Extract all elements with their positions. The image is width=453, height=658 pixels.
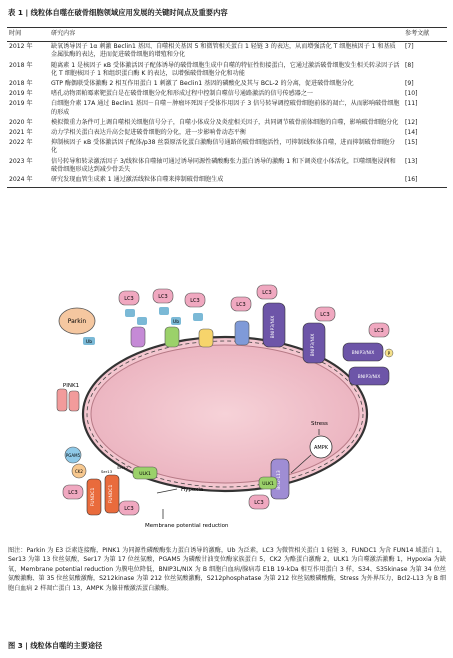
- table-header-row: [7, 28, 447, 42]
- membrane-protein: [165, 327, 179, 347]
- row-ref: [8]: [405, 61, 414, 69]
- row-year: 2018 年: [9, 80, 33, 88]
- row-year: 2018 年: [9, 61, 33, 69]
- row-ref: [7]: [405, 43, 414, 51]
- ub-tag: [125, 309, 135, 317]
- table-row: [7, 79, 447, 89]
- pink1-label: PINK1: [62, 383, 80, 389]
- row-ref: [11]: [405, 100, 418, 108]
- lc3-label: LC3: [374, 328, 384, 334]
- table-row: [7, 99, 447, 117]
- row-content: 研究发现血管生成素 1 通过激活线粒体自噬来抑制破骨细胞生成: [49, 175, 403, 188]
- ser17-label: Ser17: [117, 465, 129, 470]
- ampk-label: AMPK: [313, 445, 329, 451]
- pink1-protein: [57, 389, 67, 411]
- membrane-label: Membrane potential reduction: [145, 523, 229, 529]
- lc3-label: LC3: [190, 298, 200, 304]
- ck2-label: CK2: [75, 469, 83, 474]
- row-ref: [10]: [405, 90, 418, 98]
- membrane-protein: [131, 327, 145, 347]
- row-ref: [12]: [405, 118, 418, 126]
- table-row: [7, 138, 447, 156]
- table-row: [7, 42, 447, 61]
- table-row: [7, 118, 447, 128]
- row-ref: [15]: [405, 139, 418, 147]
- ub-label: Ub: [172, 320, 180, 325]
- bcl2l13-label: Bcl2-L13: [277, 470, 282, 490]
- row-content: 动力学相关蛋白表达升高会促进破骨细胞的分化，进一步影响骨动态平衡: [51, 129, 246, 137]
- hypoxia-group: [145, 487, 229, 529]
- row-year: 2019 年: [9, 100, 33, 108]
- hypoxia-label: Hypoxia: [181, 487, 204, 493]
- bnip3-label: BNIP3/NIX: [351, 351, 375, 356]
- fundc1-label: FUNDC1: [109, 484, 114, 504]
- mitophagy-pathway-figure: [53, 283, 405, 535]
- parkin-complex: [59, 308, 95, 345]
- row-ref: [16]: [403, 175, 447, 188]
- row-content: 模拟微重力条件可上调自噬相关细胞信号分子，自噬小体成分及炎症相关因子，共同调节破骨前体细胞的自噬，影响破骨细胞分化: [51, 118, 399, 126]
- bnip3-label: BNIP3/NIX: [357, 375, 381, 380]
- lc3-label: LC3: [158, 294, 168, 300]
- table-caption: 表 1 | 线粒体自噬在破骨细胞领域应用发展的关键时间点及重要内容: [8, 8, 228, 17]
- parkin-label: Parkin: [67, 318, 87, 325]
- row-content: 嗜孔动物雷帕霉素靶蛋白是在破骨细胞分化和形成过程中控制自噬信号通路激活的信号传感器之一: [51, 90, 314, 98]
- bnip3-label: BNIP3/NIX: [311, 333, 316, 357]
- row-year: 2021 年: [9, 129, 33, 137]
- row-year: 2019 年: [9, 90, 33, 98]
- bnip3-nix-right: [343, 323, 393, 385]
- row-content: 白细胞介素 17A 通过 Beclin1 基因－自噬－肿瘤坏死因子受体作用因子 3 信号转导调控破骨细胞前体的凋亡，从而影响破骨细胞的形成: [51, 100, 400, 116]
- row-ref: [13]: [405, 157, 418, 165]
- row-year: 2023 年: [9, 157, 33, 165]
- mitophagy-diagram: [53, 283, 405, 535]
- lc3-label: LC3: [124, 296, 134, 302]
- ubiquitin-chain: [125, 307, 203, 325]
- table-row: [7, 128, 447, 138]
- stress-label: Stress: [311, 421, 328, 427]
- row-content: 抑制核因子 κB 受体激活因子配体/p38 丝裂原活化蛋白激酶信号通路的破骨细胞活性，可抑制线粒体自噬，进而抑制破骨细胞分化: [51, 139, 396, 155]
- row-content: 缺氧诱导因子 1α 刺激 Beclin1 基因、自噬相关基因 5 和微管相关蛋白 1 轻链 3 的表达，从而增强活化 T 细胞核因子 1 和基质金属肽酶的表达，进而促进破骨细胞的增殖和分化: [51, 43, 396, 59]
- header-time: 时间: [7, 28, 49, 42]
- timeline-table: [7, 27, 447, 188]
- fundc1-label: FUNDC1: [91, 487, 96, 507]
- membrane-protein: [199, 329, 213, 347]
- ulk1-label: ULK1: [139, 472, 151, 477]
- lc3-label: LC3: [124, 506, 134, 512]
- row-year: 2022 年: [9, 139, 33, 147]
- header-content: 研究内容: [49, 28, 403, 42]
- table-row: [7, 61, 447, 79]
- lc3-top-group: [119, 289, 251, 311]
- lc3-label: LC3: [68, 490, 78, 496]
- ulk1-label: ULK1: [262, 482, 274, 487]
- membrane-protein: [235, 321, 249, 345]
- figure-caption: 图 3 | 线粒体自噬的主要途径: [8, 641, 103, 650]
- ser13-label: Ser13: [101, 469, 113, 474]
- row-year: 2020 年: [9, 118, 33, 126]
- row-content: 信号转导和转录激活因子 3/线粒体自噬轴可通过诱导同源性磷酸酶张力蛋白诱导的激酶 1 和下调炎症小体活化，巨噬细胞浸润和破骨细胞形成达到减少骨丢失: [51, 157, 396, 173]
- ub-tag: [193, 313, 203, 321]
- lc3-label: LC3: [262, 290, 272, 296]
- header-ref: 参考文献: [403, 28, 447, 42]
- table-row: [7, 157, 447, 175]
- pink1-group: [57, 383, 79, 411]
- pink1-protein: [69, 391, 79, 411]
- phospho-label: P: [387, 351, 391, 356]
- figure-legend: 图注：Parkin 为 E3 泛素连接酶，PINK1 为同源性磷酸酶张力蛋白诱导的激酶，Ub 为泛素，LC3 为微管相关蛋白 1 轻链 3，FUNDC1 为含 FUN14 域蛋白 1，Ser13 为第 13 位丝氨酸，Ser17 为第 17 位丝氨酸，PGAM5 为磷酸甘油变位酶家族蛋白 5，CK2 为酪蛋白激酶 2，ULK1 为自噬激活激酶 1，Hypoxia 为缺氧，Membrane potential reduction 为膜电位降低，BNIP3L/NIX 为 B 细胞白血病/腺病毒 E1B 19-kDa 相互作用蛋白 3 样，S34、S35kinase 为第 34 位丝氨酸激酶、第 35 位丝氨酸激酶，S212kinase 为第 212 位丝氨酸激酶，S212phosphatase 为第 212 位丝氨酸磷酸酶，Stress 为外界压力，Bcl2-L13 为 B 细胞白血病 2 样凋亡蛋白 13，AMPK 为腺苷酸激活蛋白激酶。: [8, 547, 446, 592]
- row-ref: [14]: [405, 129, 418, 137]
- ub-label: Ub: [85, 340, 93, 345]
- bnip3-label: BNIP3/NIX: [271, 315, 276, 339]
- lc3-label: LC3: [236, 302, 246, 308]
- row-year: 2012 年: [9, 43, 33, 51]
- ub-tag: [137, 317, 147, 325]
- row-content: GTP 酶偶联受体激酶 2 相互作用蛋白 1 刺激了 Beclin1 基因的磷酸化及其与 BCL-2 的分离，促进破骨细胞分化: [51, 80, 354, 88]
- lc3-label: LC3: [254, 500, 264, 506]
- row-ref: [9]: [405, 80, 414, 88]
- pgam5-label: PGAM5: [65, 453, 81, 458]
- row-year: 2024 年: [7, 175, 49, 188]
- ub-tag: [159, 307, 169, 315]
- row-content: 随离素 1 是核因子 κB 受体激活因子配体诱导的破骨细胞生成中自噬的特征性衔接蛋白，它通过激活破骨细胞发生相关转录因子活化 T 细胞核因子 1 和组织蛋白酶 K 的表达，以增强破骨细胞分化和功能: [51, 61, 400, 77]
- hypoxia-arrow: [157, 489, 177, 493]
- lc3-label: LC3: [320, 312, 330, 318]
- mitochondrion-inner: [91, 345, 359, 483]
- table-row: [7, 89, 447, 99]
- table-row: [7, 175, 447, 188]
